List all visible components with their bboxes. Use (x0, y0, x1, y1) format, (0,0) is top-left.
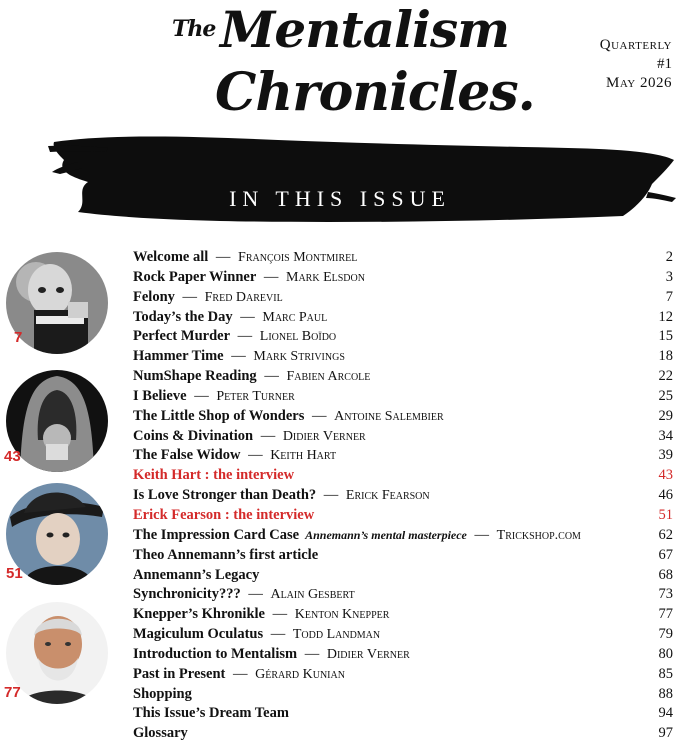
toc-entry-dash: — (320, 487, 342, 504)
toc-entry-dash: — (190, 387, 213, 404)
toc-entry-title: Theo Annemann’s first article (133, 546, 319, 563)
hooded-figure-icon (6, 370, 108, 472)
toc-entry-page: 94 (658, 705, 673, 722)
toc-entry-author: Didier Verner (326, 646, 410, 662)
toc-entry-author: François Montmirel (238, 250, 358, 265)
toc-entry-title: This Issue’s Dream Team (133, 705, 289, 722)
toc-entry-dash: — (269, 606, 291, 623)
toc-entry-title: Knepper’s Khronikle (133, 606, 265, 623)
portrait-page-label: 7 (14, 329, 23, 346)
toc-entry-author: Fabien Arcole (286, 369, 371, 385)
issue-date: May 2026 (606, 75, 672, 91)
portrait-page-label: 77 (4, 684, 21, 701)
toc-entry-author: Marc Paul (262, 309, 328, 325)
toc-entry[interactable] (133, 466, 673, 486)
toc-entry[interactable] (133, 645, 673, 665)
toc-entry[interactable] (133, 347, 673, 367)
toc-entry[interactable] (133, 685, 673, 705)
issue-frequency: Quarterly (599, 37, 672, 53)
toc-entry-page: 43 (658, 467, 673, 484)
toc-entry-author: Mark Elsdon (286, 269, 365, 285)
toc-entry[interactable] (133, 288, 673, 308)
toc-entry[interactable] (133, 268, 673, 288)
toc-entry-page: 62 (658, 526, 673, 543)
portrait-hooded-figure (6, 370, 108, 472)
toc-entry-dash: — (257, 427, 279, 444)
toc-entry-title: Past in Present (133, 665, 226, 682)
toc-entry-title: Annemann’s Legacy (133, 566, 260, 583)
toc-entry-title: Coins & Divination (133, 427, 254, 444)
toc-entry-page: 2 (665, 249, 673, 265)
toc-entry-dash: — (244, 586, 267, 603)
toc-entry-author: Gérard Kunian (255, 666, 345, 682)
toc-entry[interactable] (133, 407, 673, 427)
toc-entry-page: 68 (658, 566, 673, 583)
toc-entry-page: 12 (658, 308, 673, 325)
toc-entry-page: 7 (665, 288, 673, 305)
toc-entry-title: I Believe (133, 387, 187, 404)
toc-entry[interactable] (133, 585, 673, 605)
toc-entry-title: Today’s the Day (133, 308, 233, 325)
issue-info (600, 36, 672, 93)
toc-entry-title: Glossary (133, 725, 188, 742)
toc-entry-title: The Impression Card Case (133, 526, 300, 543)
toc-entry-dash: — (470, 526, 493, 543)
toc-entry[interactable] (133, 308, 673, 328)
toc-entry-page: 18 (658, 348, 673, 365)
toc-entry-title: Is Love Stronger than Death? (133, 487, 317, 504)
toc-entry[interactable] (133, 327, 673, 347)
toc-entry-author: Trickshop.com (496, 527, 581, 543)
toc-entry-page: 39 (658, 447, 673, 464)
toc-entry-dash: — (308, 407, 331, 424)
toc-entry[interactable] (133, 387, 673, 407)
toc-entry-page: 80 (658, 645, 673, 662)
toc-entry-author: Kenton Knepper (294, 607, 390, 623)
toc-entry-title: Synchronicity??? (133, 586, 241, 603)
toc-entry-author: Alain Gesbert (270, 587, 355, 603)
toc-entry-dash: — (260, 268, 283, 285)
toc-entry-dash: — (212, 249, 235, 265)
toc-entry-page: 79 (658, 626, 673, 643)
portrait-page-label: 51 (6, 565, 23, 582)
toc-entry-dash: — (267, 626, 289, 643)
toc-entry[interactable] (133, 427, 673, 447)
toc-entry-page: 67 (658, 546, 673, 563)
toc-entry-page: 97 (658, 725, 673, 742)
toc-entry-page: 46 (658, 487, 673, 504)
toc-entry-page: 3 (665, 268, 673, 285)
toc-entry[interactable] (133, 486, 673, 506)
toc-entry-author: Keith Hart (270, 448, 337, 464)
toc-entry-author: Todd Landman (292, 627, 381, 643)
toc-entry-title: Hammer Time (133, 348, 224, 365)
toc-entry-note: Annemann’s mental masterpiece (305, 527, 467, 542)
toc-entry-author: Erick Fearson (345, 488, 430, 504)
toc-entry-page: 77 (658, 606, 673, 623)
toc-entry-page: 34 (658, 427, 673, 444)
table-of-contents (133, 248, 673, 744)
issue-number: #1 (657, 56, 672, 72)
toc-entry-page: 15 (658, 328, 673, 345)
toc-entry-title: Felony (133, 288, 175, 305)
toc-entry-page: 22 (658, 368, 673, 385)
toc-entry-dash: — (260, 368, 283, 385)
magazine-title-line2: Chronicles. (215, 62, 535, 123)
toc-entry-author: Fred Darevil (204, 289, 283, 305)
toc-entry[interactable] (133, 367, 673, 387)
toc-entry-title: Rock Paper Winner (133, 268, 257, 285)
toc-entry-page: 73 (658, 586, 673, 603)
toc-entry-author: Antoine Salembier (334, 408, 444, 424)
toc-entry-dash: — (227, 348, 250, 365)
toc-entry-author: Mark Strivings (253, 349, 345, 365)
magazine-title-line1: Mentalism (220, 0, 510, 59)
toc-entry[interactable] (133, 446, 673, 466)
toc-entry-title: Introduction to Mentalism (133, 645, 298, 662)
toc-entry-dash: — (244, 447, 267, 464)
toc-entry-page: 25 (658, 387, 673, 404)
toc-entry-title: The Little Shop of Wonders (133, 407, 305, 424)
toc-entry-author: Lionel Boïdo (259, 329, 337, 345)
toc-entry-author: Peter Turner (216, 388, 295, 404)
toc-entry-dash: — (234, 328, 256, 345)
portrait-page-label: 43 (4, 448, 21, 465)
toc-entry-title: Perfect Murder (133, 328, 231, 345)
toc-entry[interactable] (133, 526, 673, 546)
toc-entry-title: The False Widow (133, 447, 241, 464)
masthead (0, 0, 680, 135)
brush-stroke-banner (48, 132, 676, 230)
toc-entry-title: Magiculum Oculatus (133, 626, 264, 643)
toc-entry[interactable] (133, 665, 673, 685)
toc-entry[interactable] (133, 704, 673, 724)
toc-entry[interactable] (133, 248, 673, 268)
toc-entry-title: Erick Fearson : the interview (133, 506, 315, 523)
toc-entry[interactable] (133, 724, 673, 744)
toc-entry-title: Shopping (133, 685, 192, 702)
toc-entry-title: Welcome all (133, 249, 209, 265)
toc-entry[interactable] (133, 605, 673, 625)
toc-entry[interactable] (133, 625, 673, 645)
toc-entry-author: Didier Verner (282, 428, 366, 444)
toc-entry-page: 29 (658, 407, 673, 424)
toc-entry-page: 51 (658, 506, 673, 523)
toc-entry-dash: — (178, 288, 201, 305)
toc-entry[interactable] (133, 506, 673, 526)
toc-entry-title: Keith Hart : the interview (133, 467, 295, 484)
title-the: The (172, 16, 216, 42)
toc-entry[interactable] (133, 546, 673, 566)
toc-entry-dash: — (229, 665, 252, 682)
toc-entry-page: 88 (658, 685, 673, 702)
toc-entry-dash: — (301, 645, 323, 662)
toc-entry-title: NumShape Reading (133, 368, 257, 385)
in-this-issue-heading: IN THIS ISSUE (229, 186, 451, 211)
portrait-bearded-man (6, 602, 108, 704)
toc-entry-dash: — (236, 308, 259, 325)
toc-entry[interactable] (133, 566, 673, 586)
bearded-man-icon (6, 602, 108, 704)
toc-entry-page: 85 (658, 665, 673, 682)
